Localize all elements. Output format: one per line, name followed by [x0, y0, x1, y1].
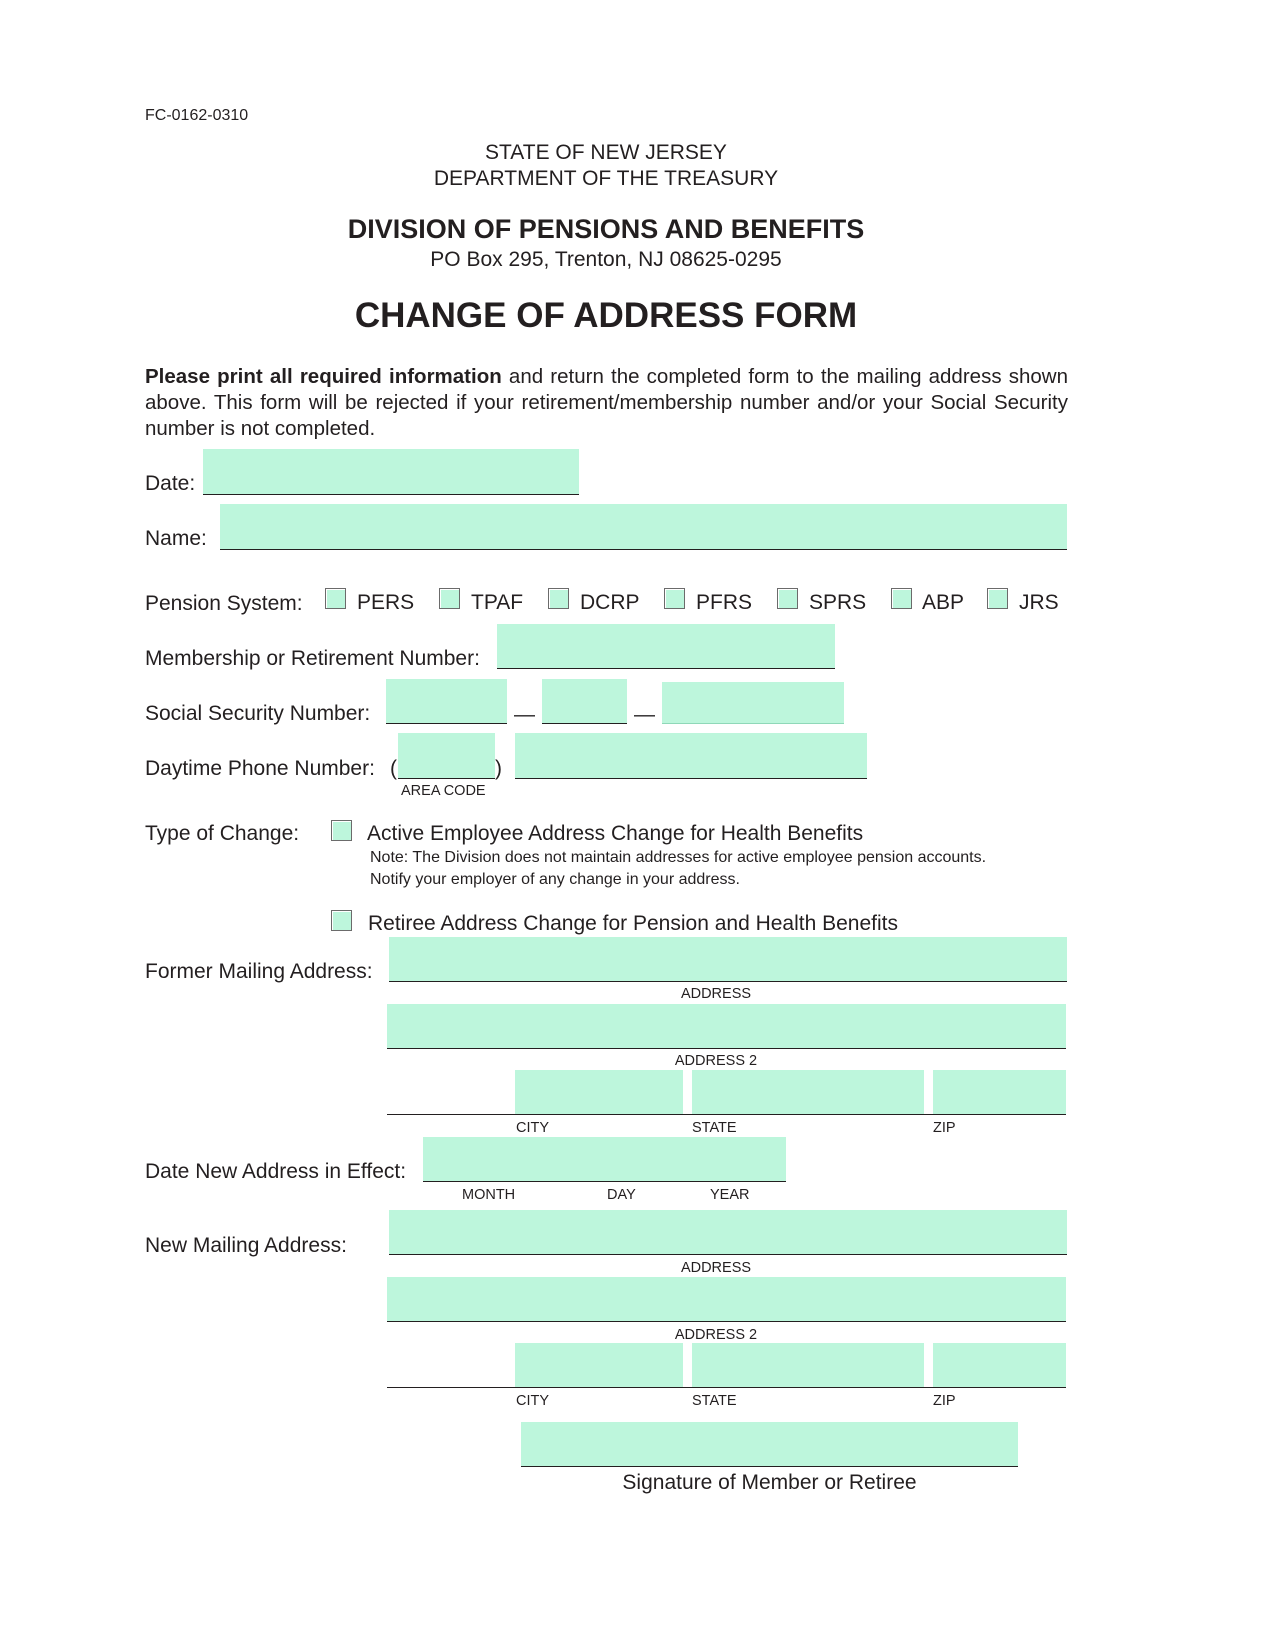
date-input[interactable]: [203, 449, 579, 494]
state-name: STATE OF NEW JERSEY: [485, 141, 727, 164]
phone-number-underline: [515, 778, 867, 779]
jrs-label: JRS: [1019, 591, 1059, 614]
active-note-line1: Note: The Division does not maintain addresses for active employee pension accounts.: [370, 849, 987, 866]
former-zip-input[interactable]: [933, 1070, 1066, 1114]
abp-checkbox[interactable]: [891, 588, 912, 609]
ssn-part1-underline: [386, 723, 507, 724]
ssn-part2-input[interactable]: [542, 679, 627, 723]
former-city-caption: CITY: [516, 1120, 550, 1136]
name-underline: [220, 549, 1067, 550]
signature-input[interactable]: [521, 1422, 1018, 1466]
date-effective-label: Date New Address in Effect:: [145, 1160, 407, 1183]
division-name: DIVISION OF PENSIONS AND BENEFITS: [347, 214, 865, 244]
dcrp-checkbox[interactable]: [548, 588, 569, 609]
new-address2-underline: [387, 1321, 1066, 1322]
new-city-caption: CITY: [516, 1393, 550, 1409]
signature-caption: Signature of Member or Retiree: [622, 1471, 917, 1494]
ssn-dash-1: —: [514, 703, 535, 726]
new-city-input[interactable]: [515, 1343, 683, 1387]
retiree-checkbox[interactable]: [331, 910, 352, 931]
former-zip-caption: ZIP: [933, 1120, 956, 1136]
instructions-bold: Please print all required information: [145, 365, 502, 388]
form-code: FC-0162-0310: [145, 107, 249, 124]
pers-checkbox[interactable]: [325, 588, 346, 609]
new-address-label: New Mailing Address:: [145, 1234, 347, 1257]
area-code-input[interactable]: [398, 733, 495, 778]
name-label: Name:: [145, 527, 207, 550]
new-address-underline: [389, 1254, 1067, 1255]
active-note-line2: Notify your employer of any change in your address.: [370, 871, 740, 888]
signature-underline: [521, 1466, 1018, 1467]
type-of-change-label: Type of Change:: [145, 822, 300, 845]
pension-system-label: Pension System:: [145, 592, 303, 615]
former-address-label: Former Mailing Address:: [145, 960, 373, 983]
membership-input[interactable]: [497, 624, 835, 668]
former-state-input[interactable]: [692, 1070, 924, 1114]
instructions: [145, 364, 1068, 442]
new-address2-input[interactable]: [387, 1277, 1066, 1321]
active-employee-label: Active Employee Address Change for Health Benefits: [367, 822, 864, 845]
former-address2-input[interactable]: [387, 1004, 1066, 1048]
date-underline: [203, 494, 579, 495]
membership-label: Membership or Retirement Number:: [145, 647, 480, 670]
ssn-dash-2: —: [634, 703, 655, 726]
pers-label: PERS: [357, 591, 415, 614]
new-state-caption: STATE: [692, 1393, 737, 1409]
former-address2-underline: [387, 1048, 1066, 1049]
sprs-label: SPRS: [809, 591, 867, 614]
area-code-caption: AREA CODE: [401, 783, 486, 799]
ssn-part2-underline: [542, 723, 627, 724]
former-address-underline: [389, 981, 1067, 982]
new-state-input[interactable]: [692, 1343, 924, 1387]
former-address-input[interactable]: [389, 937, 1067, 981]
former-city-input[interactable]: [515, 1070, 683, 1114]
new-address-caption: ADDRESS: [680, 1260, 752, 1276]
new-zip-caption: ZIP: [933, 1393, 956, 1409]
new-address-input[interactable]: [389, 1210, 1067, 1254]
new-address2-caption: ADDRESS 2: [674, 1327, 758, 1343]
jrs-checkbox[interactable]: [987, 588, 1008, 609]
instructions-text: and return the completed form to the mailing address shown above. This form will be rejected if your retirement/membership number and/or your Social Security number is not completed.: [145, 365, 1068, 440]
day-caption: DAY: [607, 1187, 636, 1203]
dcrp-label: DCRP: [580, 591, 640, 614]
phone-label: Daytime Phone Number:: [145, 757, 375, 780]
tpaf-checkbox[interactable]: [439, 588, 460, 609]
month-caption: MONTH: [462, 1187, 516, 1203]
new-zip-input[interactable]: [933, 1343, 1066, 1387]
phone-paren-close: ): [495, 757, 502, 780]
date-effective-underline: [423, 1181, 786, 1182]
pfrs-label: PFRS: [696, 591, 753, 614]
date-label: Date:: [145, 472, 196, 495]
former-csz-underline: [387, 1114, 1066, 1115]
former-address2-caption: ADDRESS 2: [674, 1053, 758, 1069]
ssn-part1-input[interactable]: [386, 679, 507, 723]
phone-number-input[interactable]: [515, 733, 867, 778]
department-name: DEPARTMENT OF THE TREASURY: [433, 167, 779, 190]
former-state-caption: STATE: [692, 1120, 737, 1136]
active-employee-checkbox[interactable]: [331, 820, 352, 841]
membership-underline: [497, 668, 835, 669]
area-code-underline: [398, 778, 495, 779]
ssn-part3-underline: [662, 723, 844, 724]
pfrs-checkbox[interactable]: [664, 588, 685, 609]
name-input[interactable]: [220, 504, 1067, 549]
retiree-label: Retiree Address Change for Pension and Health Benefits: [368, 912, 898, 935]
former-address-caption: ADDRESS: [680, 986, 752, 1002]
sprs-checkbox[interactable]: [777, 588, 798, 609]
new-csz-underline: [387, 1387, 1066, 1388]
division-address: PO Box 295, Trenton, NJ 08625-0295: [430, 248, 782, 271]
abp-label: ABP: [922, 591, 965, 614]
tpaf-label: TPAF: [471, 591, 524, 614]
phone-paren-open: (: [390, 757, 397, 780]
ssn-label: Social Security Number:: [145, 702, 371, 725]
year-caption: YEAR: [710, 1187, 750, 1203]
ssn-part3-input[interactable]: [662, 682, 844, 723]
date-effective-input[interactable]: [423, 1137, 786, 1181]
page-title: CHANGE OF ADDRESS FORM: [354, 296, 858, 335]
